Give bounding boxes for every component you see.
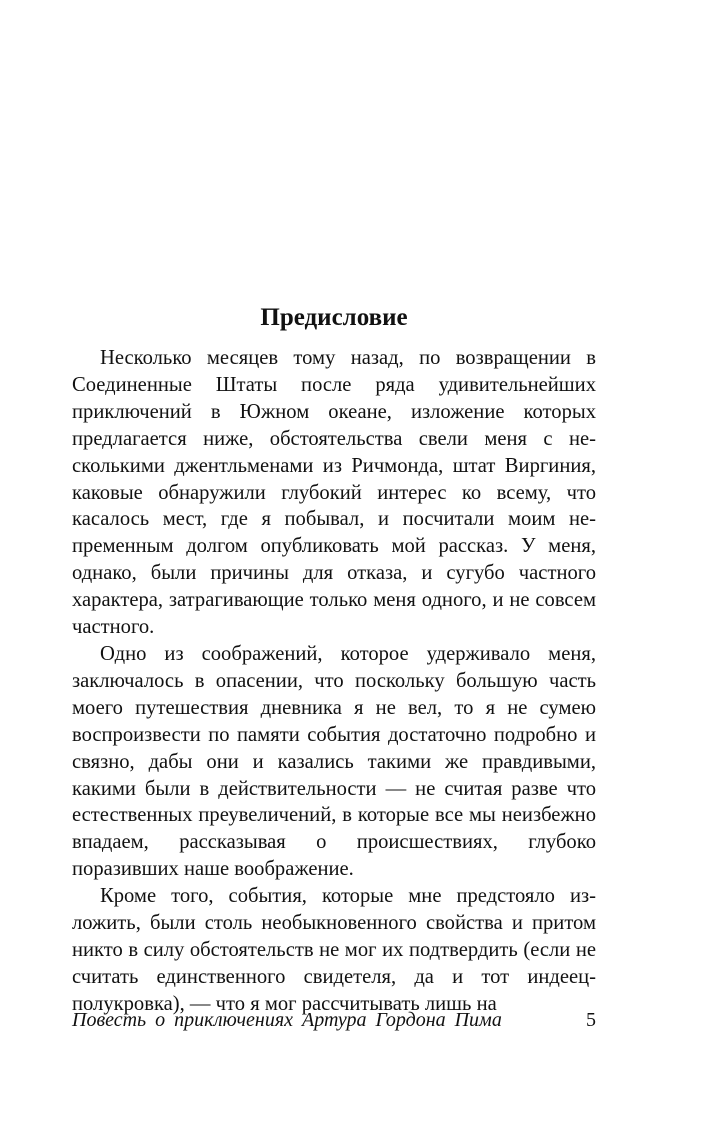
chapter-heading: Предисловие <box>260 304 408 331</box>
page-number: 5 <box>586 1009 596 1031</box>
running-title: Повесть о приключениях Артура Гордона Пима <box>72 1009 502 1031</box>
paragraph: Одно из соображений, которое удерживало меня, заключалось в опасении, что поскольку большую часть моего путешествия дневника я не вел, то я не сумею воспроизвести по памяти события достаточно подробно и связно, дабы они и казались такими же правдивыми, какими были в действительности — не считая разве что естественных преувеличений, в которые все мы неизбежно впадаем, рассказывая о происшествиях, глубоко поразивших наше воображение. <box>72 642 596 881</box>
paragraph: Кроме того, события, которые мне предстояло изложить, были столь необыкновенного свойства и притом никто в силу обстоятельств не мог их подтвердить (если не считать единственного свидетеля, да и тот индеец-полукровка), — что я мог рассчитывать лишь на <box>72 885 596 1015</box>
page-footer <box>72 1006 596 1034</box>
body-text <box>72 345 596 1018</box>
paragraph: Несколько месяцев тому назад, по возвращении в Соединенные Штаты после ряда удивительнейших приключений в Южном океане, изложение которых предлагается ниже, обстоятельства свели меня с несколькими джентльменами из Ричмонда, штат Виргиния, каковые обнаружили глубокий интерес ко всему, что касалось мест, где я побывал, и посчитали моим непременным долгом опубликовать мой рассказ. У меня, однако, были причины для отказа, и сугубо частного характера, затрагивающие только меня одного, и не совсем частного. <box>72 347 596 639</box>
